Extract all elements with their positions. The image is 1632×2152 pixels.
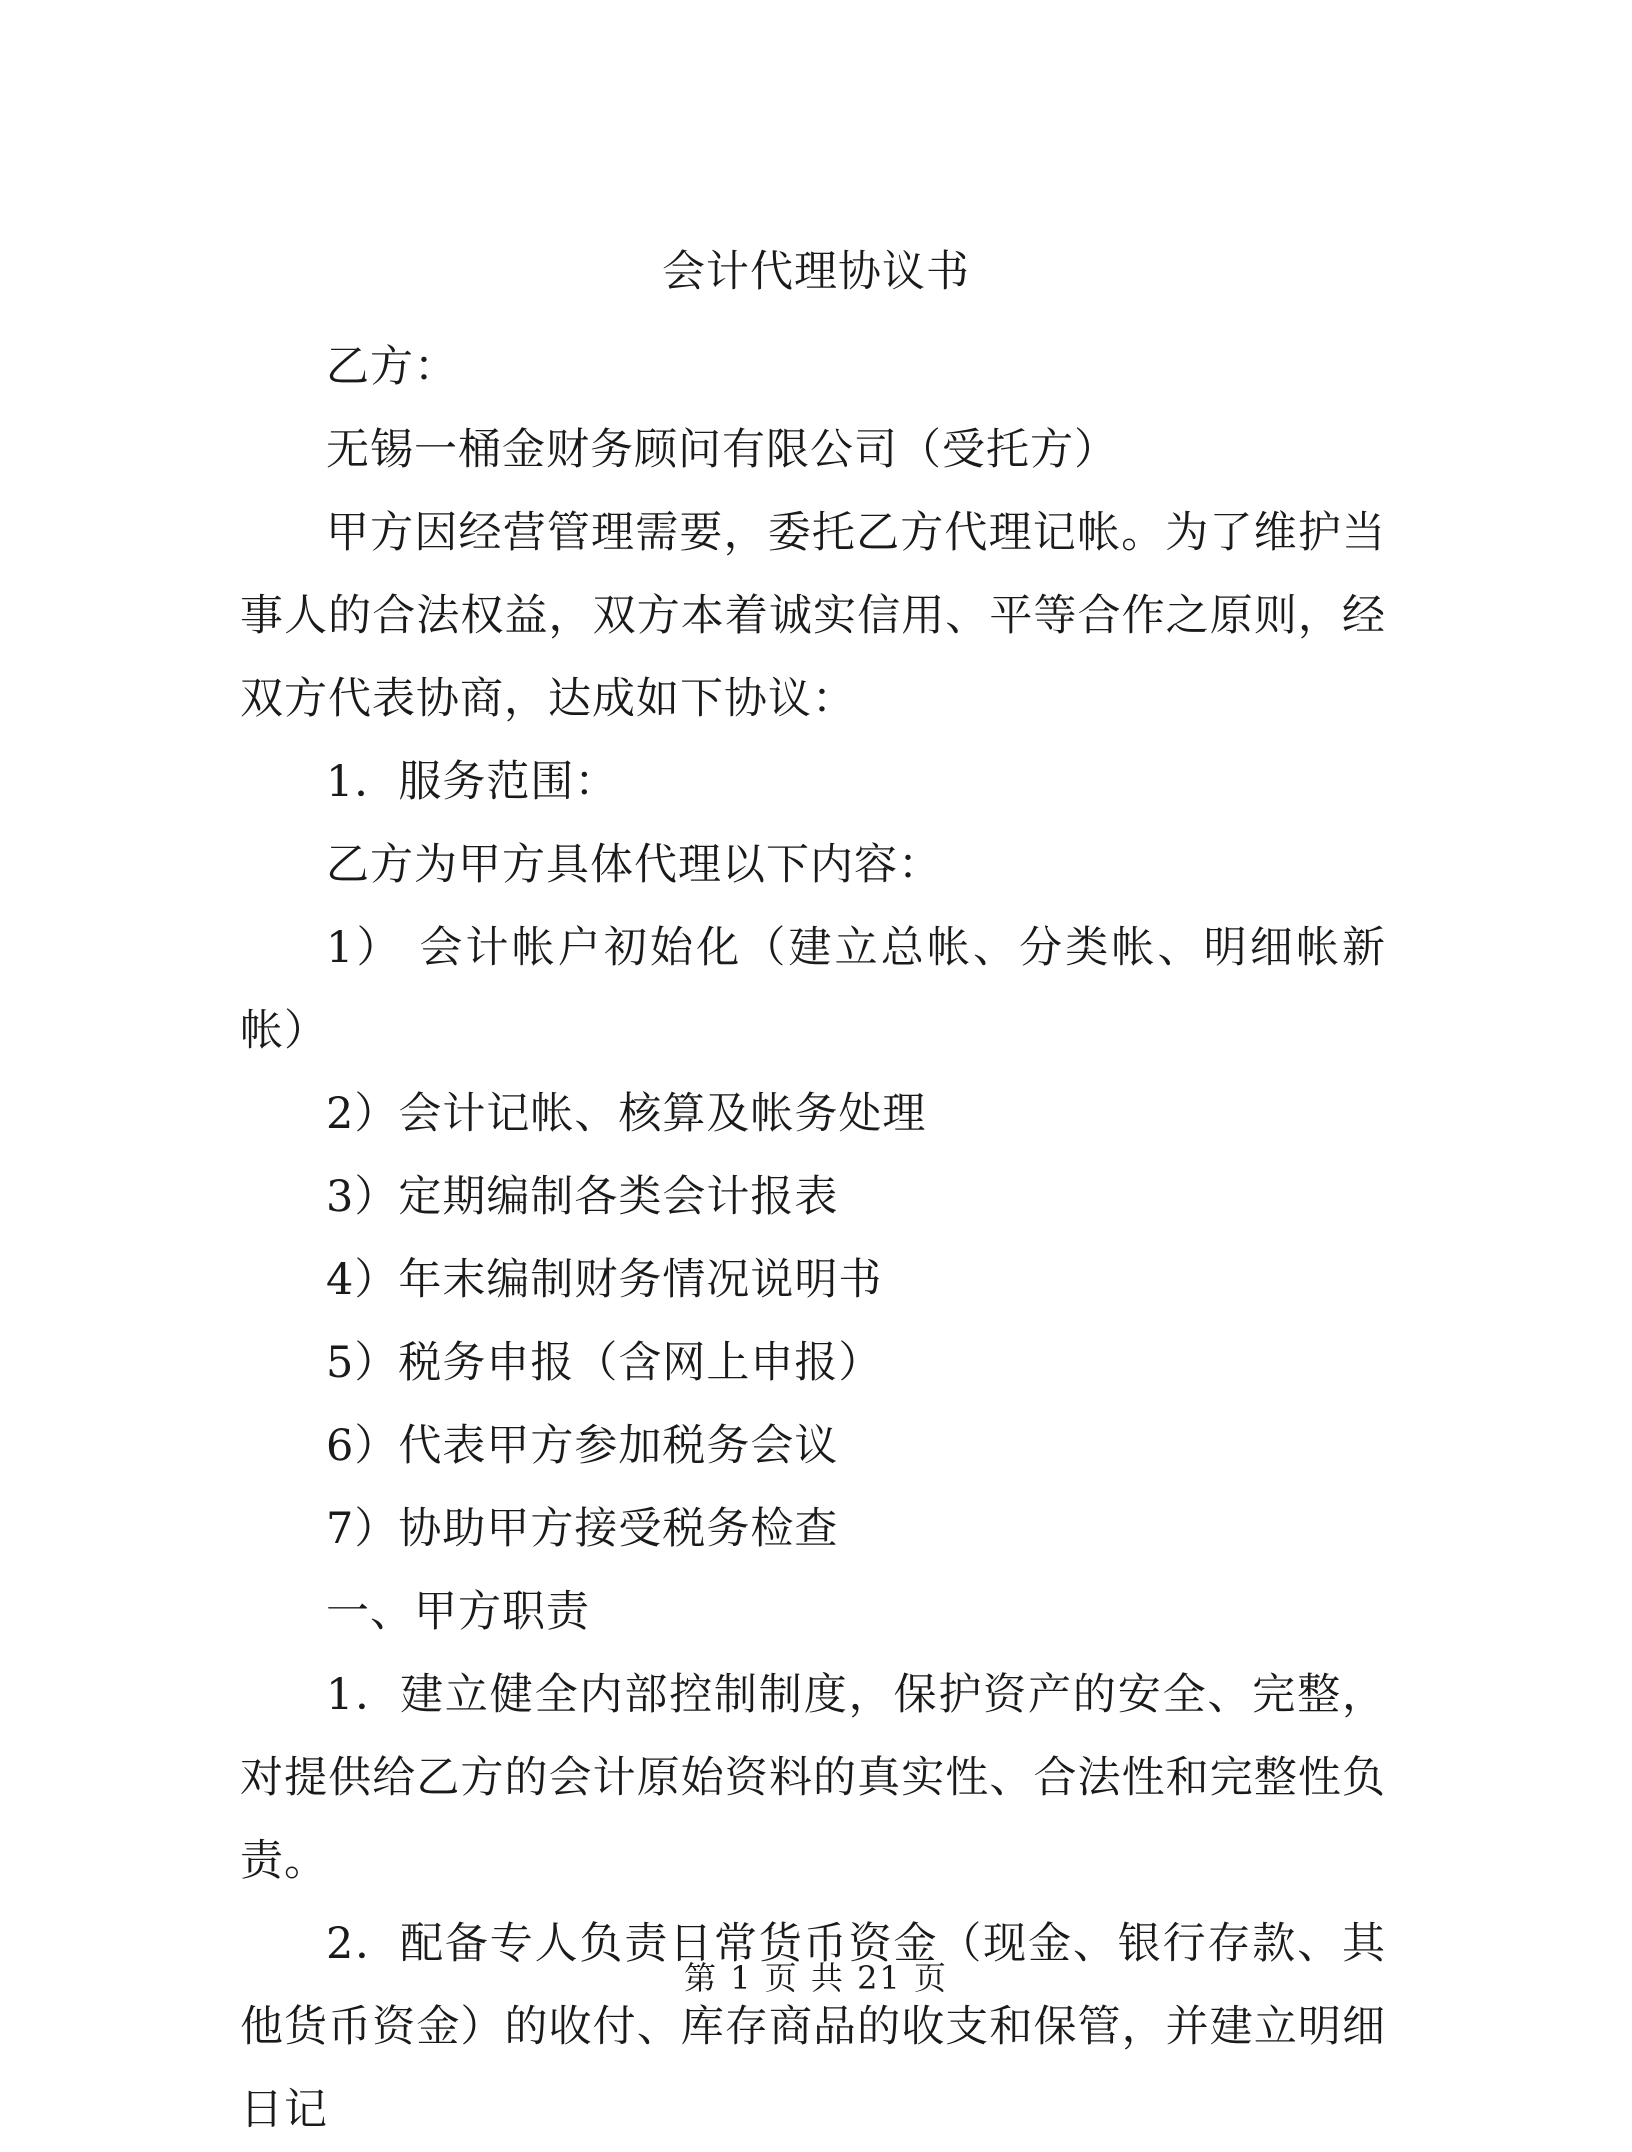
list-item-service-3: 3）定期编制各类会计报表 — [326, 1172, 839, 1222]
list-item-service-2: 2）会计记帐、核算及帐务处理 — [326, 1089, 927, 1139]
paragraph-duty-2: 2．配备专人负责日常货币资金（现金、银行存款、其他货币资金）的收付、库存商品的收支和保管，并建立明细日记 — [240, 1919, 1386, 2135]
paragraph-party-b-label: 乙方： — [326, 342, 458, 392]
list-item-service-7: 7）协助甲方接受税务检查 — [326, 1504, 839, 1554]
document-body — [240, 326, 1386, 2152]
list-item-service-1: 1） 会计帐户初始化（建立总帐、分类帐、明细帐新帐） — [240, 923, 1386, 1056]
paragraph-preamble: 甲方因经营管理需要，委托乙方代理记帐。为了维护当事人的合法权益，双方本着诚实信用、平等合作之原则，经双方代表协商，达成如下协议： — [240, 508, 1386, 724]
list-item-service-4: 4）年末编制财务情况说明书 — [326, 1255, 883, 1305]
section-heading-party-a-duties: 一、甲方职责 — [326, 1587, 590, 1637]
paragraph-service-scope-intro: 乙方为甲方具体代理以下内容： — [326, 840, 942, 890]
paragraph-duty-1: 1．建立健全内部控制制度，保护资产的安全、完整，对提供给乙方的会计原始资料的真实性、合法性和完整性负责。 — [240, 1670, 1386, 1886]
list-item-service-6: 6）代表甲方参加税务会议 — [326, 1421, 839, 1471]
paragraph-party-b-name: 无锡一桶金财务顾问有限公司（受托方） — [326, 425, 1118, 475]
paragraph-service-scope-heading: 1．服务范围： — [326, 757, 619, 807]
list-item-service-5: 5）税务申报（含网上申报） — [326, 1338, 883, 1388]
document-title: 会计代理协议书 — [662, 247, 970, 297]
page-footer: 第 1 页 共 21 页 — [684, 1959, 948, 1997]
